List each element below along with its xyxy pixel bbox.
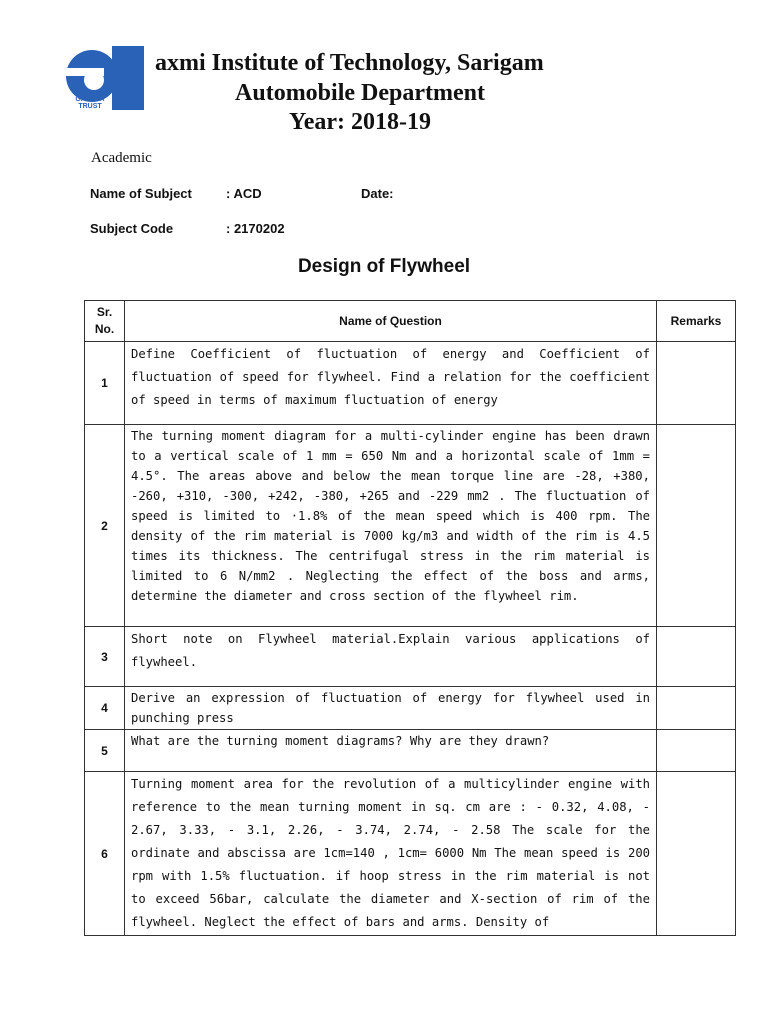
document-title: Design of Flywheel (297, 256, 471, 277)
row-number: 6 (85, 772, 125, 936)
row-number: 2 (85, 425, 125, 627)
remarks-cell (657, 687, 736, 730)
question-text: Turning moment area for the revolution of a multicylinder engine with reference to the mean turning moment in sq. cm are : - 0.32, 4.08, - 2.67, 3.33, - 3.1, 2.26, - 3.74, 2.74, - 2.58 The scale for the ordinate and abscissa are 1cm=140 , 1cm= 6000 Nm The mean speed is 200 rpm with 1.5% fluctuation. if hoop stress in the rim material is not to exceed 56bar, calculate the diameter and X-section of rim of the flywheel. Neglect the effect of bars and arms. Density of (125, 772, 657, 936)
remarks-cell (657, 627, 736, 687)
row-number: 3 (85, 627, 125, 687)
row-number: 4 (85, 687, 125, 730)
row-number: 5 (85, 730, 125, 772)
question-text: Derive an expression of fluctuation of energy for flywheel used in punching press (125, 687, 657, 730)
remarks-cell (657, 425, 736, 627)
question-text: What are the turning moment diagrams? Why are they drawn? (125, 730, 657, 772)
question-text: The turning moment diagram for a multi-cylinder engine has been drawn to a vertical scale of 1 mm = 650 Nm and a horizontal scale of 1mm = 4.5°. The areas above and below the mean torque line are -28, +380, -260, +310, -300, +242, -380, +265 and -229 mm2 . The fluctuation of speed is limited to ·1.8% of the mean speed which is 400 rpm. The density of the rim material is 7000 kg/m3 and width of the rim is 4.5 times its thickness. The centrifugal stress in the rim material is limited to 6 N/mm2 . Neglecting the effect of the boss and arms, determine the diameter and cross section of the flywheel rim. (125, 425, 657, 627)
table-row (85, 342, 736, 425)
question-text: Define Coefficient of fluctuation of energy and Coefficient of fluctuation of speed for flywheel. Find a relation for the coefficient of speed in terms of maximum fluctuation of energy (125, 342, 657, 425)
subject-value: : ACD (226, 186, 262, 201)
subject-label: Name of Subject (90, 186, 192, 201)
subject-code-value: : 2170202 (226, 221, 285, 236)
table-row (85, 687, 736, 730)
date-label: Date: (361, 186, 394, 201)
table-header-row (85, 301, 736, 342)
questions-table (84, 300, 736, 936)
remarks-cell (657, 772, 736, 936)
table-row (85, 730, 736, 772)
academic-year: Year: 2018-19 (289, 109, 431, 135)
subject-code-label: Subject Code (90, 221, 174, 236)
column-header-sr: Sr. No. (85, 301, 125, 342)
remarks-cell (657, 342, 736, 425)
institute-name: axmi Institute of Technology, Sarigam (155, 50, 544, 76)
row-number: 1 (85, 342, 125, 425)
column-header-remarks: Remarks (657, 301, 736, 342)
question-text: Short note on Flywheel material.Explain various applications of flywheel. (125, 627, 657, 687)
academic-label: Academic (91, 150, 152, 166)
table-row (85, 627, 736, 687)
table-row (85, 772, 736, 936)
column-header-question: Name of Question (125, 301, 657, 342)
logo-caption: GAJERA TRUST (75, 96, 105, 110)
department-name: Automobile Department (235, 80, 485, 106)
remarks-cell (657, 730, 736, 772)
table-row (85, 425, 736, 627)
